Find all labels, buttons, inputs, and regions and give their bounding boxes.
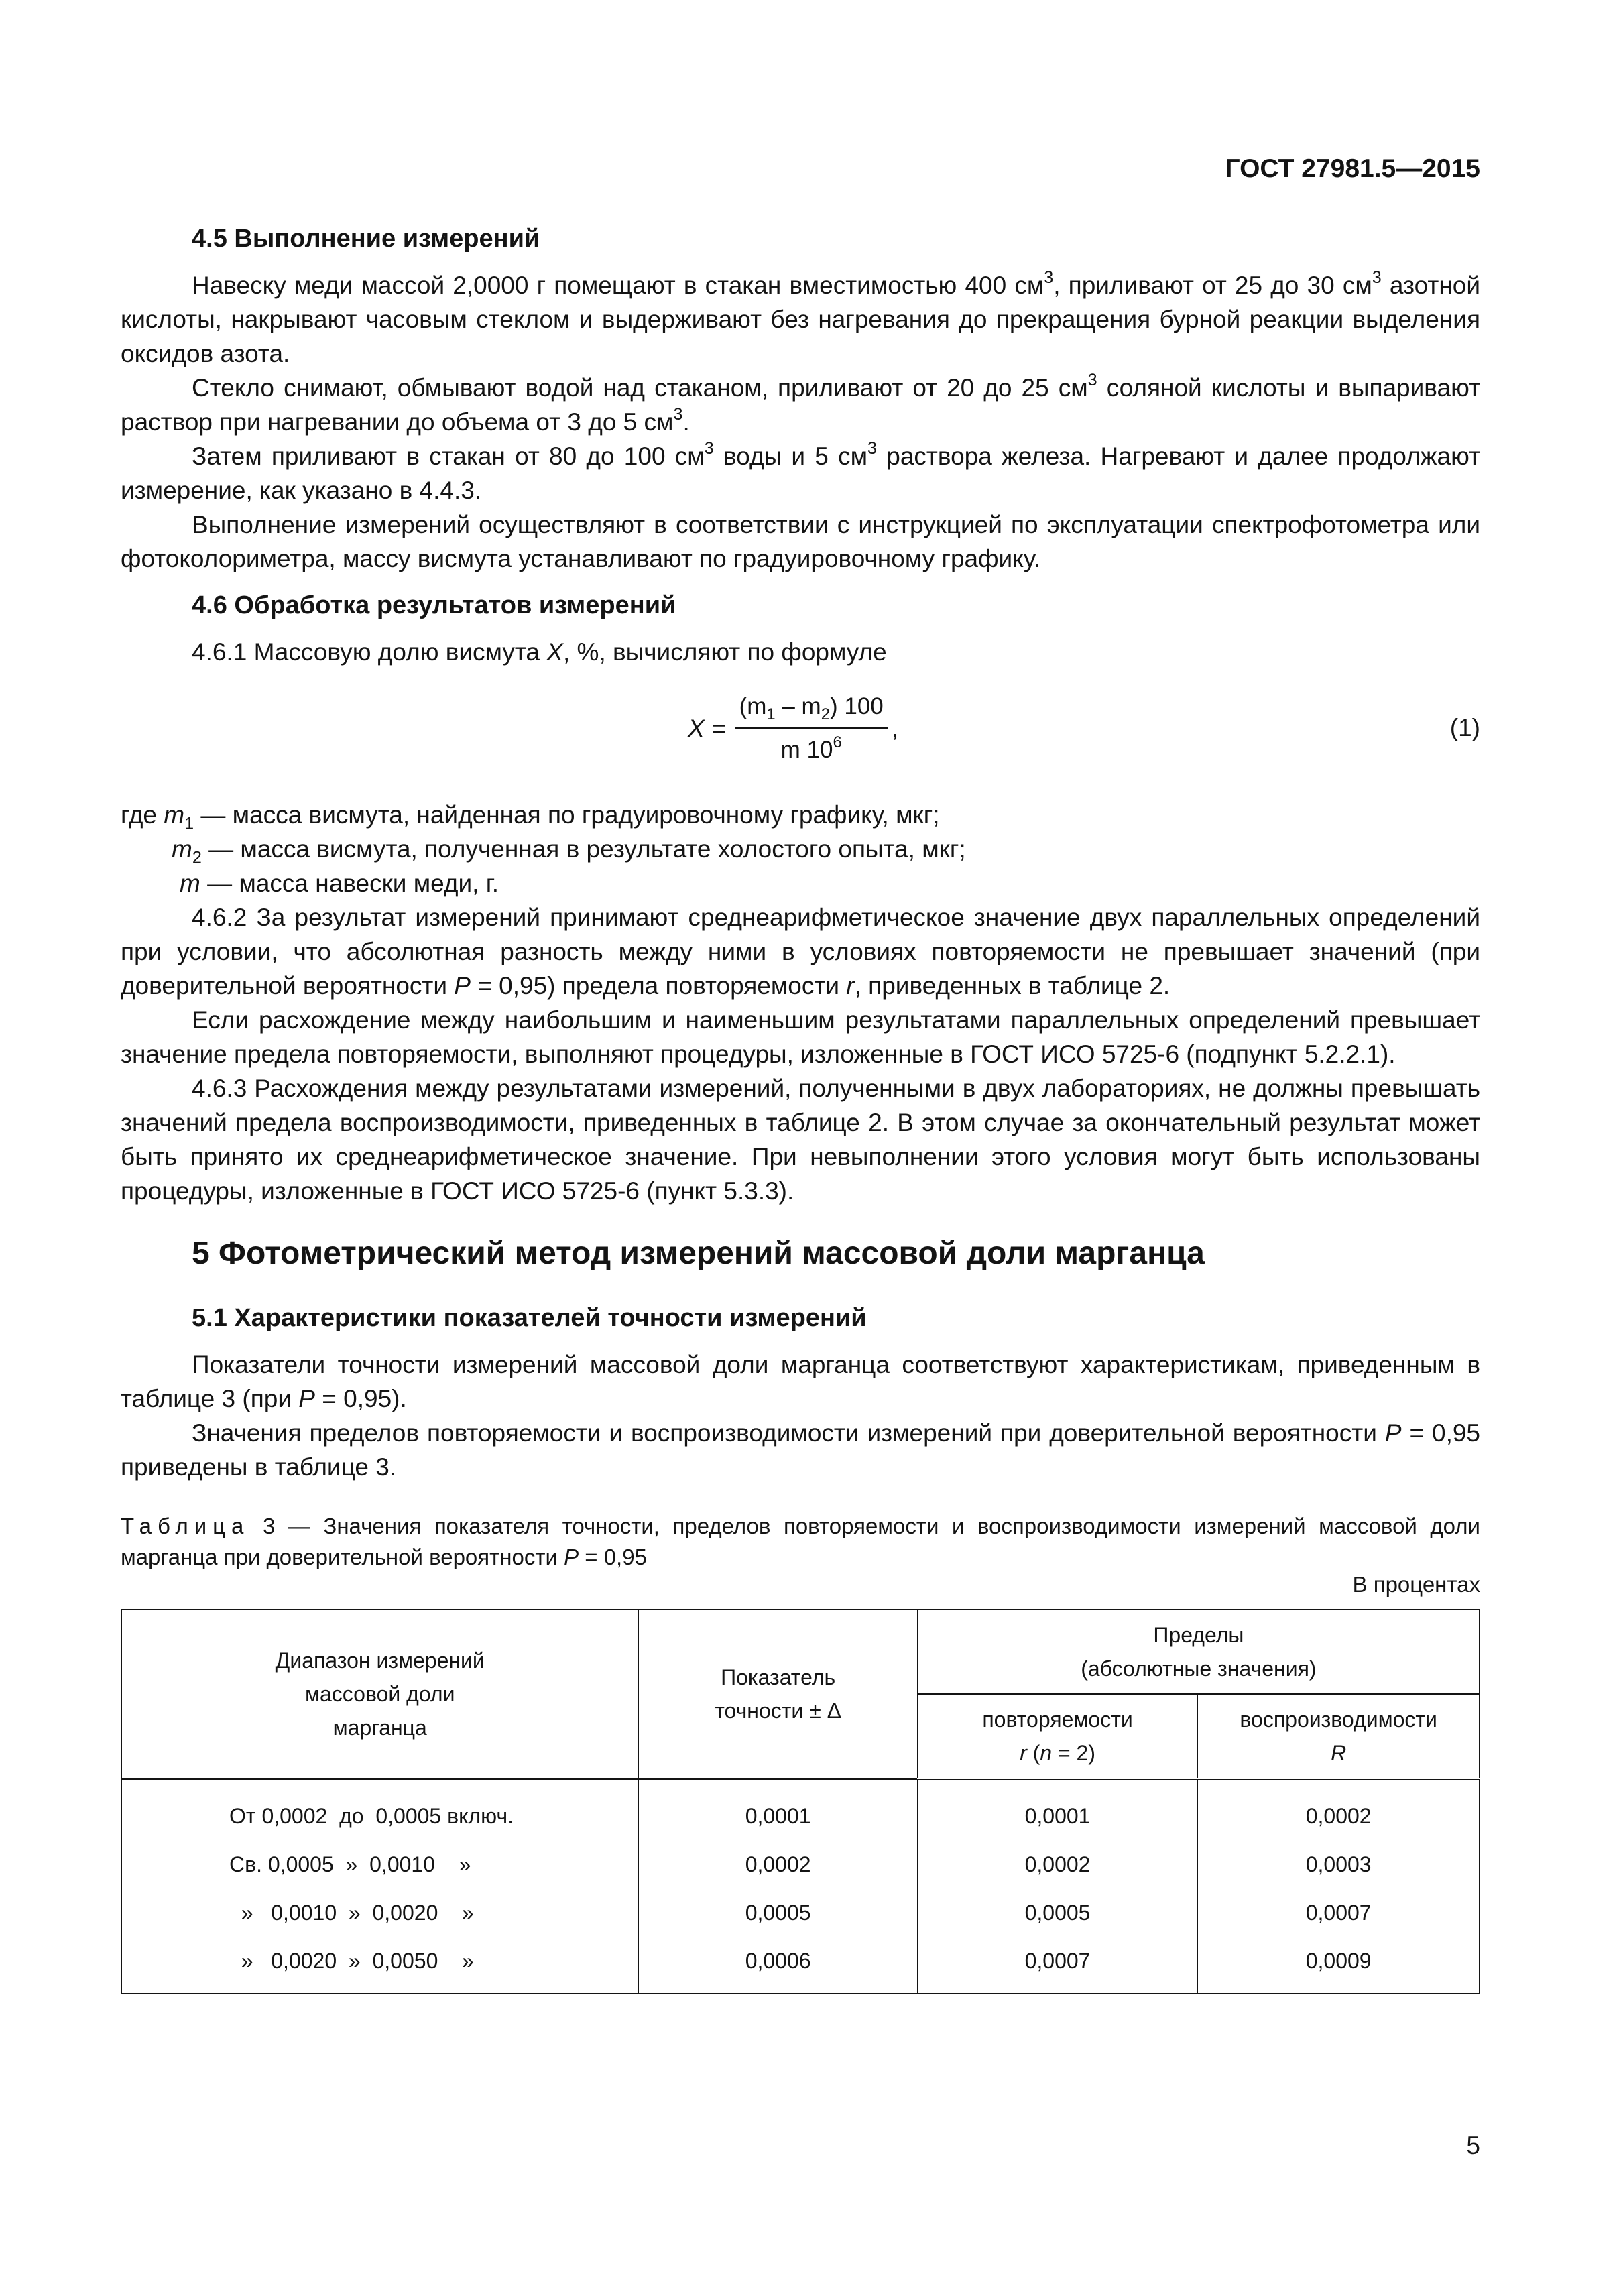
formula-expression [688,681,898,775]
formula-tail: , [891,714,899,742]
cell-accuracy: 0,0002 [638,1840,917,1888]
cell-reproducibility: 0,0009 [1197,1937,1480,1994]
cell-accuracy: 0,0006 [638,1937,917,1994]
header-reproducibility: воспроизводимости R [1197,1694,1480,1779]
cell-repeatability: 0,0001 [918,1779,1197,1841]
formula-legend [121,798,1480,900]
table-3 [121,1609,1480,1994]
formula-lhs: X = [688,714,726,742]
header-repeatability: повторяемости r (n = 2) [918,1694,1197,1779]
paragraph: Показатели точности измерений массовой доли марганца соответствуют характеристикам, приведенным в таблице 3 (при P = 0,95). [121,1351,1480,1412]
legend-m1: где $m_1$ — масса висмута, найденная по градуировочному графику, мкг; [121,801,940,833]
header-limits: Пределы (абсолютные значения) [918,1610,1480,1694]
header-accuracy: Показатель точности ± Δ [638,1610,917,1779]
header-range: Диапазон измерений массовой доли марганца [121,1610,638,1779]
cell-accuracy: 0,0001 [638,1779,917,1841]
paragraph: Стекло снимают, обмывают водой над стаканом, приливают от 20 до 25 $см^3$ соляной кислоты и выпаривают раствор при нагревании до объема от 3 до 5 $см^3$. [121,371,1481,436]
paragraph: 4.6.3 Расхождения между результатами измерений, полученными в двух лабораториях, не должны превышать значений предела воспроизводимости, приведенных в таблице 2. В этом случае за окончательный результат может быть принято их среднеарифметическое значение. При невыполнении этого условия могут быть использованы процедуры, изложенные в ГОСТ ИСО 5725-6 (пункт 5.3.3). [121,1075,1480,1205]
formula-number: (1) [1449,714,1480,741]
table-row [121,1779,1480,1841]
paragraph: Навеску меди массой 2,0000 г помещают в стакан вместимостью 400 $см^3$, приливают от 25 до 30 $см^3$ азотной кислоты, накрывают часовым стеклом и выдерживают без нагревания до прекращения бурной реакции выделения оксидов азота. [121,268,1481,367]
cell-reproducibility: 0,0002 [1197,1779,1480,1841]
paragraph: Значения пределов повторяемости и воспроизводимости измерений при доверительной вероятности P = 0,95 приведены в таблице 3. [121,1419,1480,1481]
cell-reproducibility: 0,0007 [1197,1888,1480,1937]
cell-repeatability: 0,0007 [918,1937,1197,1994]
cell-repeatability: 0,0005 [918,1888,1197,1937]
formula-1 [121,681,1480,775]
section-4-5-title: 4.5 Выполнение измерений [192,225,540,253]
cell-range: » 0,0010 » 0,0020 » [121,1888,638,1937]
formula-fraction [735,689,888,767]
cell-reproducibility: 0,0003 [1197,1840,1480,1888]
cell-repeatability: 0,0002 [918,1840,1197,1888]
paragraph: 4.6.1 Массовую долю висмута X, %, вычисляют по формуле [192,638,887,666]
paragraph: Выполнение измерений осуществляют в соответствии с инструкцией по эксплуатации спектрофотометра или фотоколориметра, массу висмута устанавливают по градуировочному графику. [121,511,1480,572]
cell-accuracy: 0,0005 [638,1888,917,1937]
formula-numerator: $(m_1 - m_2)$ 100 [735,689,888,729]
cell-range: От 0,0002 до 0,0005 включ. [121,1779,638,1841]
paragraph: Затем приливают в стакан от 80 до 100 $см^3$ воды и 5 $см^3$ раствора железа. Нагревают и далее продолжают измерение, как указано в 4.4.3. [121,439,1481,504]
table-3-caption: Таблица 3 — Значения показателя точности, пределов повторяемости и воспроизводимости измерений массовой доли марганца при доверительной вероятности P = 0,95 [121,1514,1480,1569]
legend-m2: $m_2$ — масса висмута, полученная в результате холостого опыта, мкг; [172,835,966,867]
page-number: 5 [1466,2132,1480,2159]
table-row [121,1888,1480,1937]
section-5-title: 5 Фотометрический метод измерений массовой доли марганца [192,1235,1205,1271]
formula-denominator: m $10^6$ [780,733,842,763]
legend-m: m — масса навески меди, г. [180,869,499,897]
standard-number: ГОСТ 27981.5—2015 [1225,154,1480,183]
table-row [121,1840,1480,1888]
paragraph: Если расхождение между наибольшим и наименьшим результатами параллельных определений превышает значение предела повторяемости, выполняют процедуры, изложенные в ГОСТ ИСО 5725-6 (подпункт 5.2.2.1). [121,1006,1480,1068]
cell-range: » 0,0020 » 0,0050 » [121,1937,638,1994]
section-5-1-title: 5.1 Характеристики показателей точности измерений [192,1304,867,1332]
table-3-units: В процентах [1352,1572,1480,1597]
paragraph: 4.6.2 За результат измерений принимают среднеарифметическое значение двух параллельных определений при условии, что абсолютная разность между ними в условиях повторяемости не превышает значений (при доверительной вероятности P = 0,95) предела повторяемости r, приведенных в таблице 2. [121,904,1480,1000]
table-row [121,1937,1480,1994]
cell-range: Св. 0,0005 » 0,0010 » [121,1840,638,1888]
section-4-6-title: 4.6 Обработка результатов измерений [192,591,676,619]
page-content [121,221,1480,1994]
